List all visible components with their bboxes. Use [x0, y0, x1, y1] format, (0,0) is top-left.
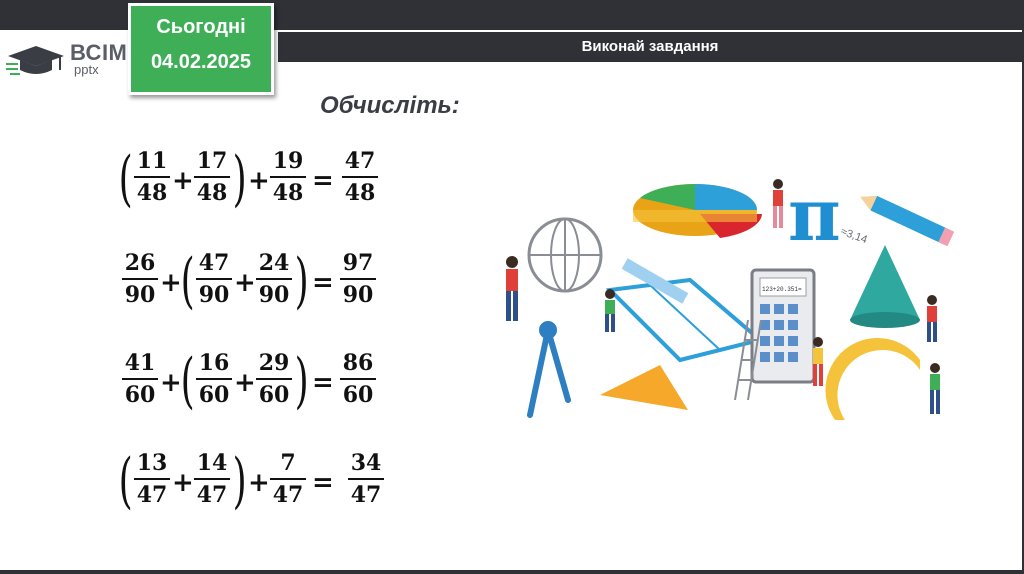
plus-sign: +: [248, 166, 270, 196]
fraction: 7 47: [268, 450, 308, 508]
person-figure: [605, 289, 615, 332]
fraction: 26 90: [120, 250, 160, 308]
open-paren: (: [118, 446, 133, 516]
fraction: 13 47: [132, 450, 172, 508]
equals-sign: =: [312, 468, 334, 498]
svg-text:≈3,14: ≈3,14: [838, 225, 869, 247]
fraction: 24 90: [254, 250, 294, 308]
svg-text:π: π: [788, 172, 841, 257]
close-paren: ): [294, 246, 309, 316]
logo-brand: ВСІМ: [70, 40, 128, 65]
person-figure: [927, 295, 937, 342]
svg-text:123+20.351=: 123+20.351=: [762, 286, 802, 293]
date-box: [128, 3, 274, 95]
fraction: 16 60: [194, 350, 234, 408]
plus-sign: +: [234, 368, 256, 398]
pie-chart-icon: [633, 184, 762, 238]
person-figure: [506, 256, 518, 321]
close-paren: ): [232, 446, 247, 516]
pi-symbol-icon: [788, 172, 869, 257]
plus-sign: +: [160, 268, 182, 298]
task-heading: Обчисліть:: [320, 92, 460, 119]
logo: [6, 40, 128, 80]
close-paren: ): [294, 346, 309, 416]
person-figure: [930, 363, 940, 414]
calculator-icon: [752, 270, 814, 382]
open-paren: (: [180, 346, 195, 416]
open-paren: (: [118, 144, 133, 214]
fraction: 17 48: [192, 148, 232, 206]
cone-icon: [850, 245, 920, 328]
close-paren: ): [232, 144, 247, 214]
result-fraction: 86 60: [338, 350, 378, 408]
equals-sign: =: [312, 166, 334, 196]
logo-sub: pptx: [74, 62, 99, 77]
pencil-icon: [857, 190, 954, 247]
equals-sign: =: [312, 368, 334, 398]
fraction: 19 48: [268, 148, 308, 206]
plus-sign: +: [172, 166, 194, 196]
plus-sign: +: [234, 268, 256, 298]
graduation-cap-icon: [6, 40, 70, 80]
person-figure: [773, 179, 783, 228]
fraction: 41 60: [120, 350, 160, 408]
book-icon: [610, 258, 760, 360]
person-figure: [813, 337, 823, 386]
result-fraction: 34 47: [346, 450, 386, 508]
result-fraction: 97 90: [338, 250, 378, 308]
date-value: 04.02.2025: [150, 51, 252, 73]
plus-sign: +: [248, 468, 270, 498]
compass-icon: [530, 324, 568, 415]
globe-icon: [529, 219, 601, 291]
fraction: 11 48: [132, 148, 172, 206]
fraction: 29 60: [254, 350, 294, 408]
equals-sign: =: [312, 268, 334, 298]
plus-sign: +: [160, 368, 182, 398]
date-label: Сьогодні: [156, 16, 246, 38]
fraction: 14 47: [192, 450, 232, 508]
plus-sign: +: [172, 468, 194, 498]
math-illustration: [490, 170, 960, 430]
header-bar: [278, 32, 1022, 62]
header-title: Виконай завдання: [581, 38, 719, 55]
open-paren: (: [180, 246, 195, 316]
fraction: 47 90: [194, 250, 234, 308]
result-fraction: 47 48: [340, 148, 380, 206]
protractor-icon: [825, 338, 920, 420]
set-square-icon: [600, 365, 688, 410]
